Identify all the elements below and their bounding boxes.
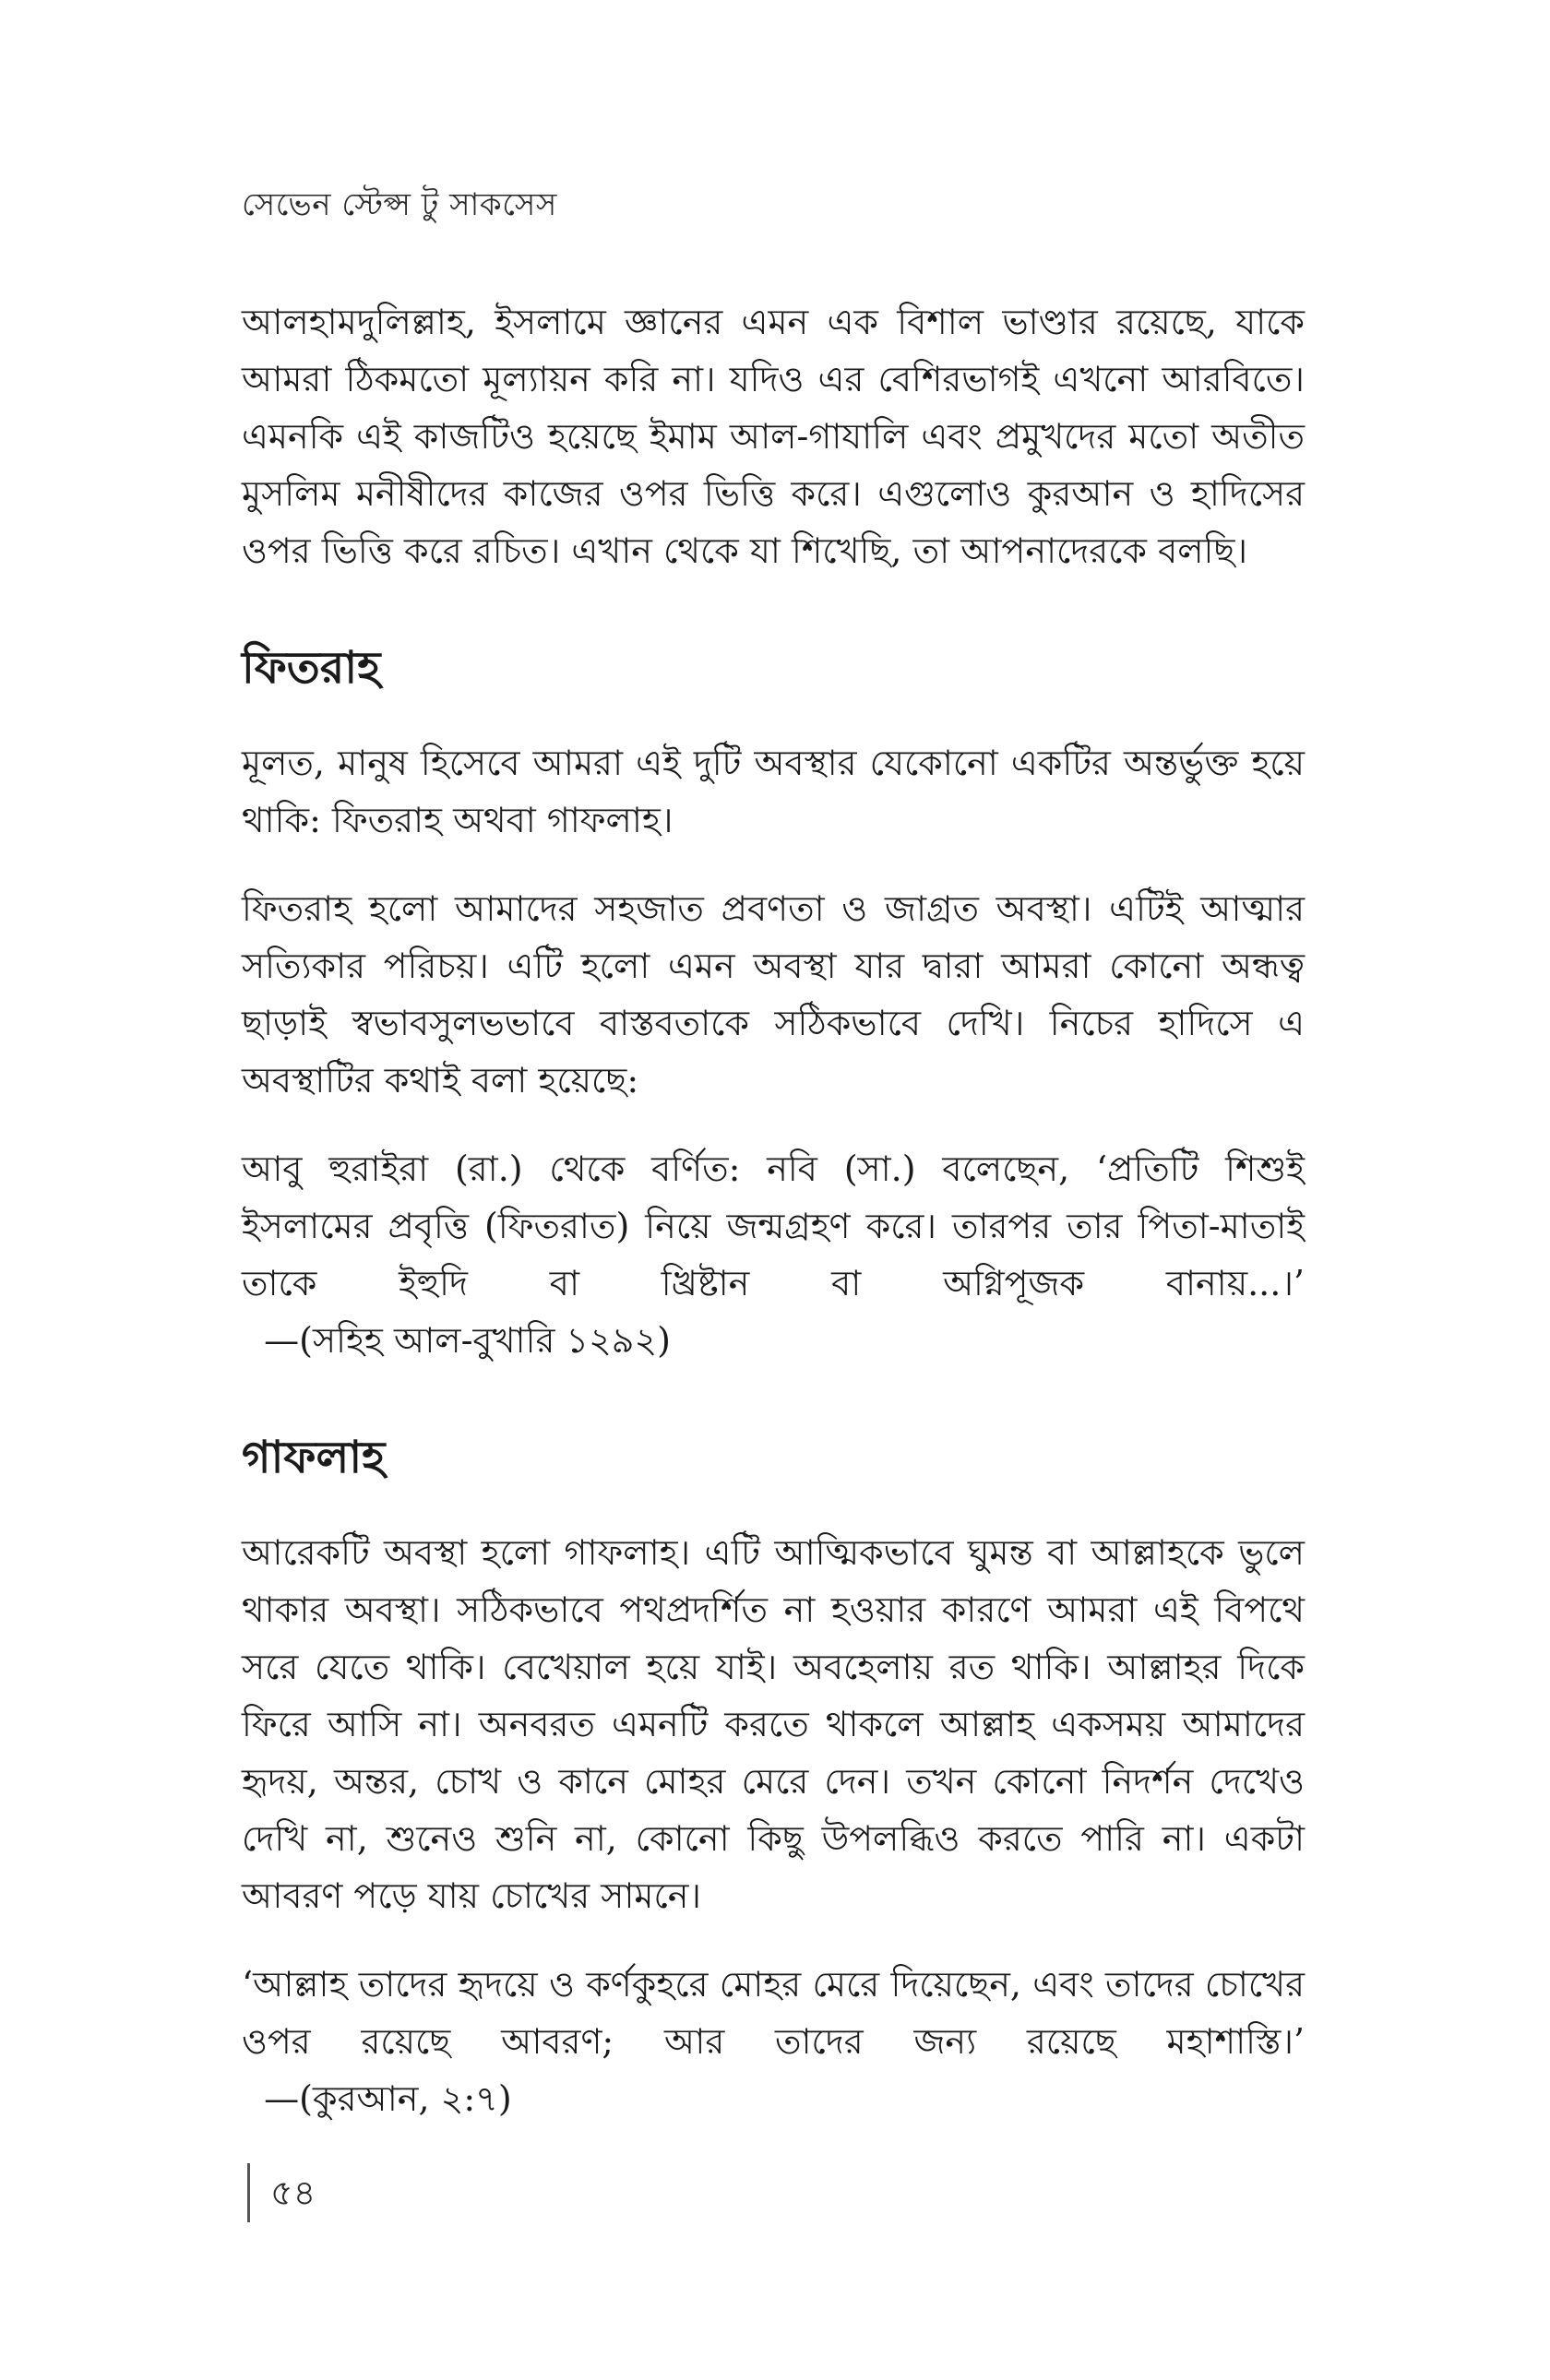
page-content — [242, 293, 1305, 2159]
section-title-ghaflah: গাফলাহ — [242, 1432, 386, 1483]
section-fitrah — [242, 638, 1305, 1369]
hadith-reference: —(সহিহ আল-বুখারি ১২৯২) — [264, 1320, 671, 1361]
running-header: সেভেন স্টেপ্স টু সাকসেস — [242, 186, 557, 223]
page-number: ৫৪ — [247, 2163, 316, 2222]
ghaflah-paragraph-1: আরেকটি অবস্থা হলো গাফলাহ। এটি আত্মিকভাবে ঘুমন্ত বা আল্লাহকে ভুলে থাকার অবস্থা। সঠিকভাবে পথপ্রদর্শিত না হওয়ার কারণে আমরা এই বিপথে সরে যেতে থাকি। বেখেয়াল হয়ে যাই। অবহেলায় রত থাকি। আল্লাহর দিকে ফিরে আসি না। অনবরত এমনটি করতে থাকলে আল্লাহ একসময় আমাদের হৃদয়, অন্তর, চোখ ও কানে মোহর মেরে দেন। তখন কোনো নিদর্শন দেখেও দেখি না, শুনেও শুনি না, কোনো কিছু উপলব্ধিও করতে পারি না। একটা আবরণ পড়ে যায় চোখের সামনে। — [242, 1532, 1305, 1916]
hadith-quote — [242, 1140, 1305, 1369]
quran-quote — [242, 1956, 1305, 2127]
quran-quote-text: ‘আল্লাহ তাদের হৃদয়ে ও কর্ণকুহরে মোহর মেরে দিয়েছেন, এবং তাদের চোখের ওপর রয়েছে আবরণ; আর তাদের জন্য রয়েছে মহাশাস্তি।’ — [242, 1964, 1305, 2062]
intro-paragraph: আলহামদুলিল্লাহ, ইসলামে জ্ঞানের এমন এক বিশাল ভাণ্ডার রয়েছে, যাকে আমরা ঠিকমতো মূল্যায়ন করি না। যদিও এর বেশিরভাগই এখনো আরবিতে। এমনকি এই কাজটিও হয়েছে ইমাম আল-গাযালি এবং প্রমুখদের মতো অতীত মুসলিম মনীষীদের কাজের ওপর ভিত্তি করে। এগুলোও কুরআন ও হাদিসের ওপর ভিত্তি করে রচিত। এখান থেকে যা শিখেছি, তা আপনাদেরকে বলছি। — [242, 302, 1305, 571]
fitrah-paragraph-2: ফিতরাহ হলো আমাদের সহজাত প্রবণতা ও জাগ্রত অবস্থা। এটিই আত্মার সত্যিকার পরিচয়। এটি হলো এমন অবস্থা যার দ্বারা আমরা কোনো অন্ধত্ব ছাড়াই স্বভাবসুলভভাবে বাস্তবতাকে সঠিকভাবে দেখি। নিচের হাদিসে এ অবস্থাটির কথাই বলা হয়েছে: — [242, 888, 1305, 1101]
fitrah-paragraph-1: মূলত, মানুষ হিসেবে আমরা এই দুটি অবস্থার যেকোনো একটির অন্তর্ভুক্ত হয়ে থাকি: ফিতরাহ অথবা গাফলাহ। — [242, 743, 1305, 840]
section-ghaflah — [242, 1428, 1305, 2127]
quran-reference: —(কুরআন, ২:৭) — [264, 2078, 512, 2119]
section-title-fitrah: ফিতরাহ — [242, 642, 381, 694]
hadith-quote-text: আবু হুরাইরা (রা.) থেকে বর্ণিত: নবি (সা.) বলেছেন, ‘প্রতিটি শিশুই ইসলামের প্রবৃত্তি (ফিতরাত) নিয়ে জন্মগ্রহণ করে। তারপর তার পিতা-মাতাই তাকে ইহুদি বা খ্রিষ্টান বা অগ্নিপূজক বানায়...।’ — [242, 1148, 1305, 1303]
